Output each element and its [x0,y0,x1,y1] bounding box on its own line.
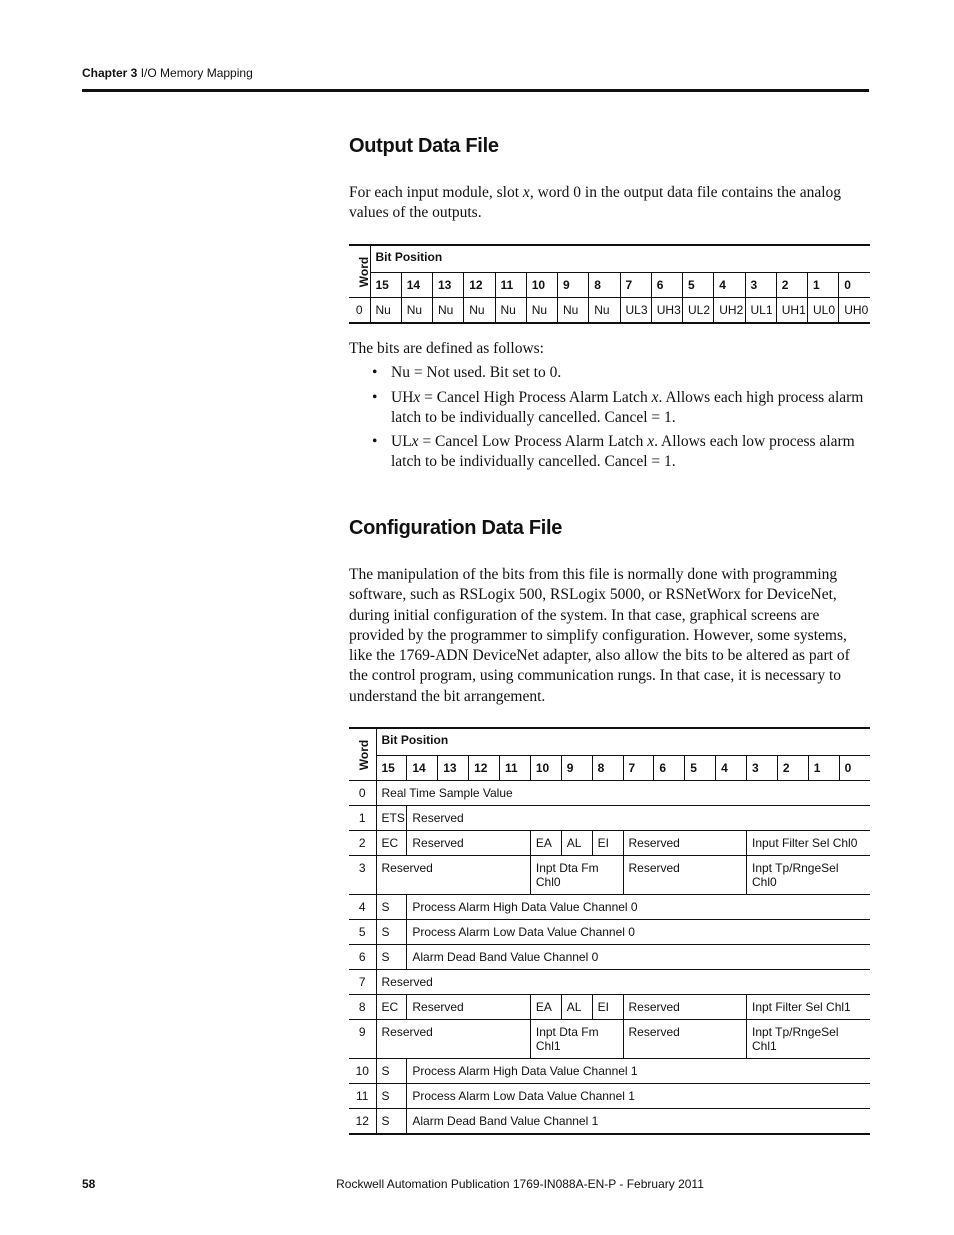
bit-number: 13 [438,756,469,781]
running-header [82,66,869,80]
bit-position-label: Bit Position [376,728,870,756]
output-intro-paragraph: For each input module, slot x, word 0 in the output data file contains the analog values of the outputs. [349,184,842,222]
bit-number: 14 [407,756,438,781]
table-row: 6 S Alarm Dead Band Value Channel 0 [349,945,870,970]
table-row: 0 Real Time Sample Value [349,781,870,806]
bit-number-row [349,756,870,781]
bit-number: 13 [433,273,464,298]
table-row: 8 EC Reserved EA AL EI Reserved Inpt Filter Sel Chl1 [349,995,870,1020]
bit-cell: UL0 [808,298,839,324]
bit-cell: UL3 [620,298,651,324]
bit-number: 14 [401,273,432,298]
bit-number: 9 [561,756,592,781]
bit-cell: UH2 [714,298,745,324]
bit-cell: Nu [558,298,589,324]
bit-number-row [349,273,870,298]
bit-cell: Nu [433,298,464,324]
bit-number: 3 [747,756,778,781]
table-row: 10 S Process Alarm High Data Value Channel 1 [349,1059,870,1084]
output-data-table [349,244,870,324]
bit-number: 5 [683,273,714,298]
bit-number: 1 [808,756,839,781]
bit-cell: UH3 [651,298,682,324]
output-data-file-heading: Output Data File [349,135,499,157]
bit-number: 8 [592,756,623,781]
bit-cell: UH1 [776,298,807,324]
bit-number: 3 [745,273,776,298]
bit-number: 4 [716,756,747,781]
bit-cell: UL1 [745,298,776,324]
configuration-paragraph: The manipulation of the bits from this file is normally done with programming software, such as RSLogix 500, RSLogix 5000, or RSNetWorx for DeviceNet, during initial configuration of the system. In that case, graphical screens are provided by the programmer to simplify configuration. However, some systems, like the 1769-ADN DeviceNet adapter, also allow the bits to be altered as part of the control program, using communication rungs. In that case, it is necessary to understand the bit arrangement. [349,566,850,705]
bit-number: 2 [776,273,807,298]
table-row: 4 S Process Alarm High Data Value Channel 0 [349,895,870,920]
bit-number: 6 [654,756,685,781]
bit-position-label: Bit Position [370,245,870,273]
header-rule [82,89,869,92]
table-row: 2 EC Reserved EA AL EI Reserved Input Filter Sel Chl0 [349,831,870,856]
definitions-intro: The bits are defined as follows: [349,340,544,357]
table-row: 12 S Alarm Dead Band Value Channel 1 [349,1109,870,1135]
bit-number: 11 [500,756,531,781]
bit-number: 12 [469,756,500,781]
bit-number: 15 [376,756,407,781]
bit-number: 9 [558,273,589,298]
bit-cell: Nu [495,298,526,324]
bit-number: 0 [839,756,870,781]
list-item: • ULx = Cancel Low Process Alarm Latch x. Allows each low process alarm latch to be individually cancelled. Cancel = 1. [349,432,869,473]
bit-number: 12 [464,273,495,298]
table-row: 9 Reserved Inpt Dta Fm Chl1 Reserved Inpt Tp/RngeSel Chl1 [349,1020,870,1059]
chapter-number: Chapter 3 [82,66,138,80]
configuration-data-table [349,727,870,1135]
word-number: 0 [349,298,370,324]
bit-cell: Nu [526,298,557,324]
bit-cell: Nu [589,298,620,324]
page-number: 58 [82,1177,96,1191]
table-row: 5 S Process Alarm Low Data Value Channel 0 [349,920,870,945]
bit-number: 5 [685,756,716,781]
bit-number: 11 [495,273,526,298]
bit-number: 7 [623,756,654,781]
bit-cell: UL2 [683,298,714,324]
definition-list [349,363,869,472]
publication-info: Rockwell Automation Publication 1769-IN088A-EN-P - February 2011 [336,1177,704,1191]
bit-cell: UH0 [839,298,870,324]
table-row: 1 ETS Reserved [349,806,870,831]
bit-number: 10 [526,273,557,298]
list-item: • UHx = Cancel High Process Alarm Latch x. Allows each high process alarm latch to be individually cancelled. Cancel = 1. [349,388,869,429]
bit-number: 0 [839,273,870,298]
table-row: 11 S Process Alarm Low Data Value Channel 1 [349,1084,870,1109]
table-row [349,298,870,324]
bit-number: 2 [777,756,808,781]
word-column-label: Word [349,728,376,781]
list-item: • Nu = Not used. Bit set to 0. [349,363,869,383]
bit-number: 10 [530,756,561,781]
bit-number: 7 [620,273,651,298]
bit-number: 4 [714,273,745,298]
table-row: 3 Reserved Inpt Dta Fm Chl0 Reserved Inpt Tp/RngeSel Chl0 [349,856,870,895]
bit-number: 15 [370,273,401,298]
bit-number: 6 [651,273,682,298]
chapter-title: I/O Memory Mapping [140,66,253,80]
bit-definitions [349,339,869,473]
bit-number: 8 [589,273,620,298]
bit-cell: Nu [370,298,401,324]
bit-cell: Nu [464,298,495,324]
bit-cell: Nu [401,298,432,324]
word-column-label: Word [349,245,370,298]
table-row: 7 Reserved [349,970,870,995]
bit-number: 1 [808,273,839,298]
configuration-data-file-heading: Configuration Data File [349,517,563,539]
